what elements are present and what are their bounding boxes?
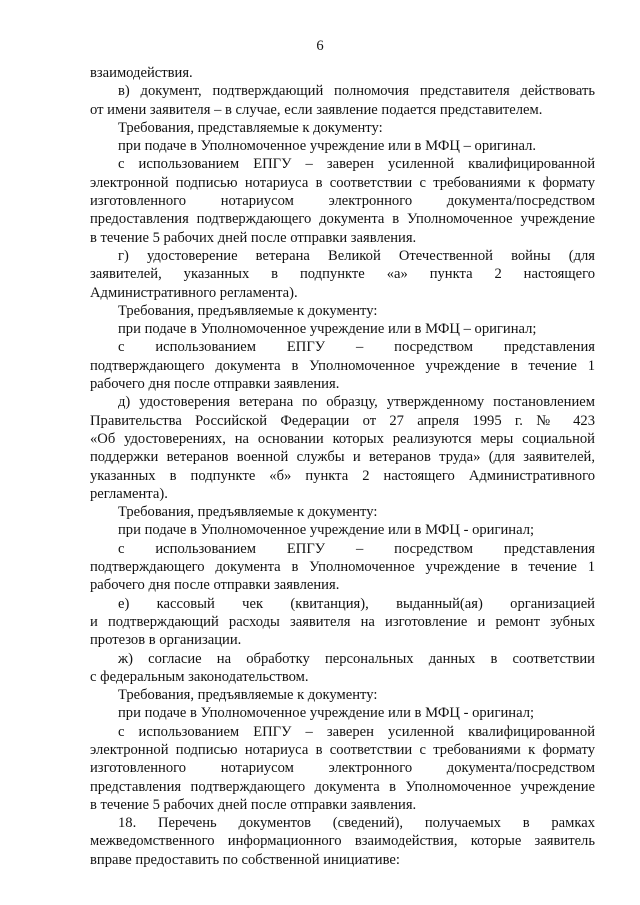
text-line: изготовленного нотариусом электронного документа/посредством	[90, 760, 595, 777]
text-line: «Об удостоверениях, на основании которых реализуются меры социальной	[90, 430, 595, 447]
text-line: д) удостоверения ветерана по образцу, утвержденному постановлением	[118, 394, 595, 411]
text-line: представления подтверждающего документа в Уполномоченное учреждение	[90, 778, 595, 795]
text-line: при подаче в Уполномоченное учреждение или в МФЦ - оригинал;	[118, 522, 535, 539]
text-line: предоставления подтверждающего документа в Уполномоченное учреждение	[90, 211, 595, 228]
text-line: рабочего дня после отправки заявления.	[90, 577, 340, 594]
text-line: при подаче в Уполномоченное учреждение или в МФЦ - оригинал;	[118, 705, 535, 722]
text-line: и подтверждающий расходы заявителя на изготовление и ремонт зубных	[90, 613, 595, 630]
text-line: взаимодействия.	[90, 65, 193, 81]
text-line: поддержки ветеранов военной службы и ветеранов труда» (для заявителей,	[90, 449, 595, 466]
text-line: Административного регламента).	[90, 284, 298, 301]
text-line: с использованием ЕПГУ – посредством представления	[118, 339, 595, 356]
text-line: протезов в организации.	[90, 632, 242, 649]
text-line: с использованием ЕПГУ – заверен усиленной квалифицированной	[118, 156, 595, 173]
text-line: при подаче в Уполномоченное учреждение или в МФЦ – оригинал;	[118, 321, 537, 338]
text-line: регламента).	[90, 485, 168, 502]
text-line: с использованием ЕПГУ – посредством представления	[118, 540, 595, 557]
text-line: г) удостоверение ветерана Великой Отечественной войны (для	[118, 247, 595, 264]
text-line: указанных в подпункте «б» пункта 2 настоящего Административного	[90, 467, 595, 484]
text-line: межведомственного информационного взаимодействия, которые заявитель	[90, 833, 595, 850]
text-line: с федеральным законодательством.	[90, 668, 309, 685]
text-line: Требования, предъявляемые к документу:	[118, 687, 378, 704]
text-line: при подаче в Уполномоченное учреждение или в МФЦ – оригинал.	[118, 138, 537, 155]
text-line: в) документ, подтверждающий полномочия представителя действовать	[118, 83, 595, 100]
text-line: вправе предоставить по собственной инициативе:	[90, 851, 400, 868]
text-line: с использованием ЕПГУ – заверен усиленной квалифицированной	[118, 723, 595, 740]
text-line: изготовленного нотариусом электронного документа/посредством	[90, 193, 595, 210]
text-line: в течение 5 рабочих дней после отправки заявления.	[90, 229, 417, 246]
text-line: заявителей, указанных в подпункте «а» пункта 2 настоящего	[90, 266, 595, 283]
text-line: Правительства Российской Федерации от 27 апреля 1995 г. № 423	[90, 412, 595, 429]
text-line: электронной подписью нотариуса в соответствии с требованиями к формату	[90, 174, 595, 191]
document-body	[90, 64, 595, 869]
text-line: Требования, предъявляемые к документу:	[118, 302, 378, 319]
page-number: 6	[316, 38, 324, 54]
text-line: Требования, предъявляемые к документу:	[118, 504, 378, 521]
text-line: подтверждающего документа в Уполномоченное учреждение в течение 1	[90, 357, 595, 374]
text-line: подтверждающего документа в Уполномоченное учреждение в течение 1	[90, 559, 595, 576]
text-line: Требования, представляемые к документу:	[118, 119, 383, 136]
text-line: 18. Перечень документов (сведений), получаемых в рамках	[118, 815, 595, 832]
text-line: в течение 5 рабочих дней после отправки заявления.	[90, 796, 417, 813]
text-line: электронной подписью нотариуса в соответствии с требованиями к формату	[90, 741, 595, 758]
text-line: от имени заявителя – в случае, если заявление подается представителем.	[90, 101, 543, 118]
text-line: ж) согласие на обработку персональных данных в соответствии	[118, 650, 595, 667]
text-line: е) кассовый чек (квитанция), выданный(ая) организацией	[118, 595, 595, 612]
text-line: рабочего дня после отправки заявления.	[90, 376, 340, 393]
